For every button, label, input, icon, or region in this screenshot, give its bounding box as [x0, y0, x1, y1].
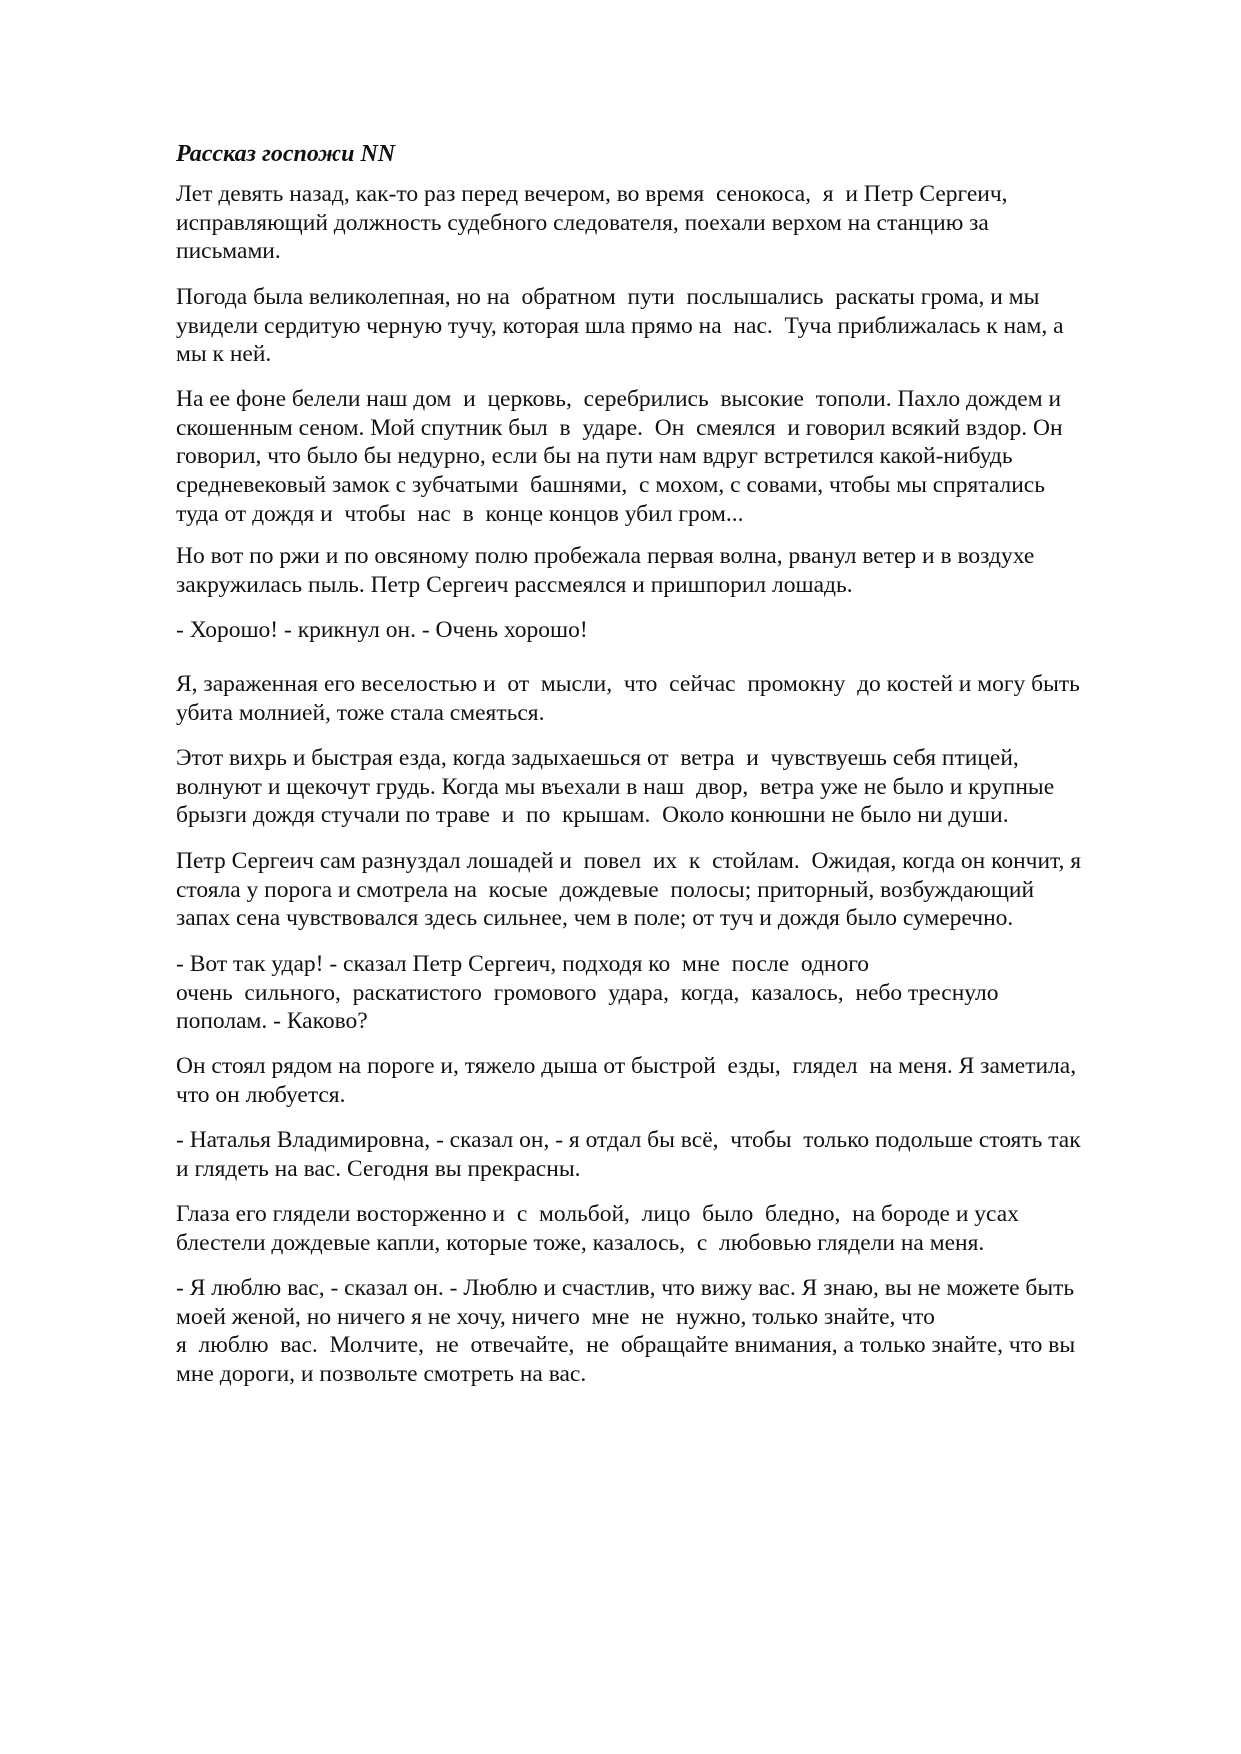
text-line: что он любуется. — [176, 1081, 346, 1108]
text-line: запах сена чувствовался здесь сильнее, чем в поле; от туч и дождя было сумеречно. — [176, 905, 1014, 932]
paragraph — [176, 283, 1064, 369]
text-line: увидели сердитую черную тучу, которая шла прямо на нас. Туча приближалась к нам, а — [176, 312, 1064, 339]
text-line: Я, зараженная его веселостью и от мысли, что сейчас промокну до костей и могу быть — [176, 671, 1080, 697]
text-line: мне дороги, и позвольте смотреть на вас. — [176, 1361, 587, 1388]
text-line: скошенным сеном. Мой спутник был в ударе. Он смеялся и говорил всякий вздор. Он — [176, 414, 1063, 441]
text-line: Но вот по ржи и по овсяному полю пробежала первая волна, рванул ветер и в воздухе — [176, 543, 1035, 569]
paragraph — [176, 542, 1034, 599]
text-line: исправляющий должность судебного следователя, поехали верхом на станцию за — [176, 209, 989, 236]
text-line: туда от дождя и чтобы нас в конце концов убил гром... — [176, 500, 744, 527]
text-line: На ее фоне белели наш дом и церковь, серебрились высокие тополи. Пахло дождем и — [176, 386, 1062, 412]
paragraph — [176, 744, 1054, 830]
paragraph — [176, 1052, 1076, 1109]
text-line: закружилась пыль. Петр Сергеич рассмеялся и пришпорил лошадь. — [176, 571, 853, 598]
text-line: Лет девять назад, как-то раз перед вечером, во время сенокоса, я и Петр Сергеич, — [176, 181, 1008, 207]
paragraph — [176, 670, 1080, 727]
text-line: - Хорошо! - крикнул он. - Очень хорошо! — [176, 617, 588, 643]
document-title: Рассказ госпожи NN — [176, 141, 396, 167]
text-line: брызги дождя стучали по траве и по крышам. Около конюшни не было ни души. — [176, 802, 1009, 829]
paragraph — [176, 180, 1008, 266]
text-line: говорил, что было бы недурно, если бы на пути нам вдруг встретился какой-нибудь — [176, 443, 1013, 470]
text-line: письмами. — [176, 238, 281, 265]
paragraph — [176, 1126, 1081, 1183]
text-line: моей женой, но ничего я не хочу, ничего мне не нужно, только знайте, что — [176, 1303, 935, 1330]
paragraph — [176, 847, 1081, 933]
text-line: я люблю вас. Молчите, не отвечайте, не обращайте внимания, а только знайте, что вы — [176, 1332, 1076, 1359]
text-line: Погода была великолепная, но на обратном пути послышались раскаты грома, и мы — [176, 284, 1040, 310]
text-line: Глаза его глядели восторженно и с мольбой, лицо было бледно, на бороде и усах — [176, 1201, 1019, 1227]
text-line: и глядеть на вас. Сегодня вы прекрасны. — [176, 1155, 581, 1182]
text-line: очень сильного, раскатистого громового удара, когда, казалось, небо треснуло — [176, 979, 999, 1006]
paragraph — [176, 1200, 1019, 1257]
text-line: средневековый замок с зубчатыми башнями, с мохом, с совами, чтобы мы спрятались — [176, 472, 1045, 499]
text-line: Он стоял рядом на пороге и, тяжело дыша от быстрой езды, глядел на меня. Я заметила, — [176, 1053, 1077, 1079]
text-line: волнуют и щекочут грудь. Когда мы въехали в наш двор, ветра уже не было и крупные — [176, 773, 1055, 800]
text-line: блестели дождевые капли, которые тоже, казалось, с любовью глядели на меня. — [176, 1229, 985, 1256]
paragraph — [176, 385, 1063, 529]
paragraph — [176, 1274, 1075, 1389]
text-line: убита молнией, тоже стала смеяться. — [176, 699, 545, 726]
paragraph — [176, 950, 999, 1036]
paragraph — [176, 616, 588, 645]
text-line: - Я люблю вас, - сказал он. - Люблю и счастлив, что вижу вас. Я знаю, вы не можете быть — [176, 1275, 1075, 1301]
text-line: пополам. - Каково? — [176, 1008, 368, 1035]
text-line: мы к ней. — [176, 341, 272, 368]
text-line: стояла у порога и смотрела на косые дождевые полосы; приторный, возбуждающий — [176, 876, 1035, 903]
text-line: Этот вихрь и быстрая езда, когда задыхаешься от ветра и чувствуешь себя птицей, — [176, 745, 1019, 771]
text-line: - Наталья Владимировна, - сказал он, - я отдал бы всё, чтобы только подольше стоять так — [176, 1127, 1081, 1153]
text-line: - Вот так удар! - сказал Петр Сергеич, подходя ко мне после одного — [176, 951, 870, 977]
text-line: Петр Сергеич сам разнуздал лошадей и повел их к стойлам. Ожидая, когда он кончит, я — [176, 848, 1082, 874]
